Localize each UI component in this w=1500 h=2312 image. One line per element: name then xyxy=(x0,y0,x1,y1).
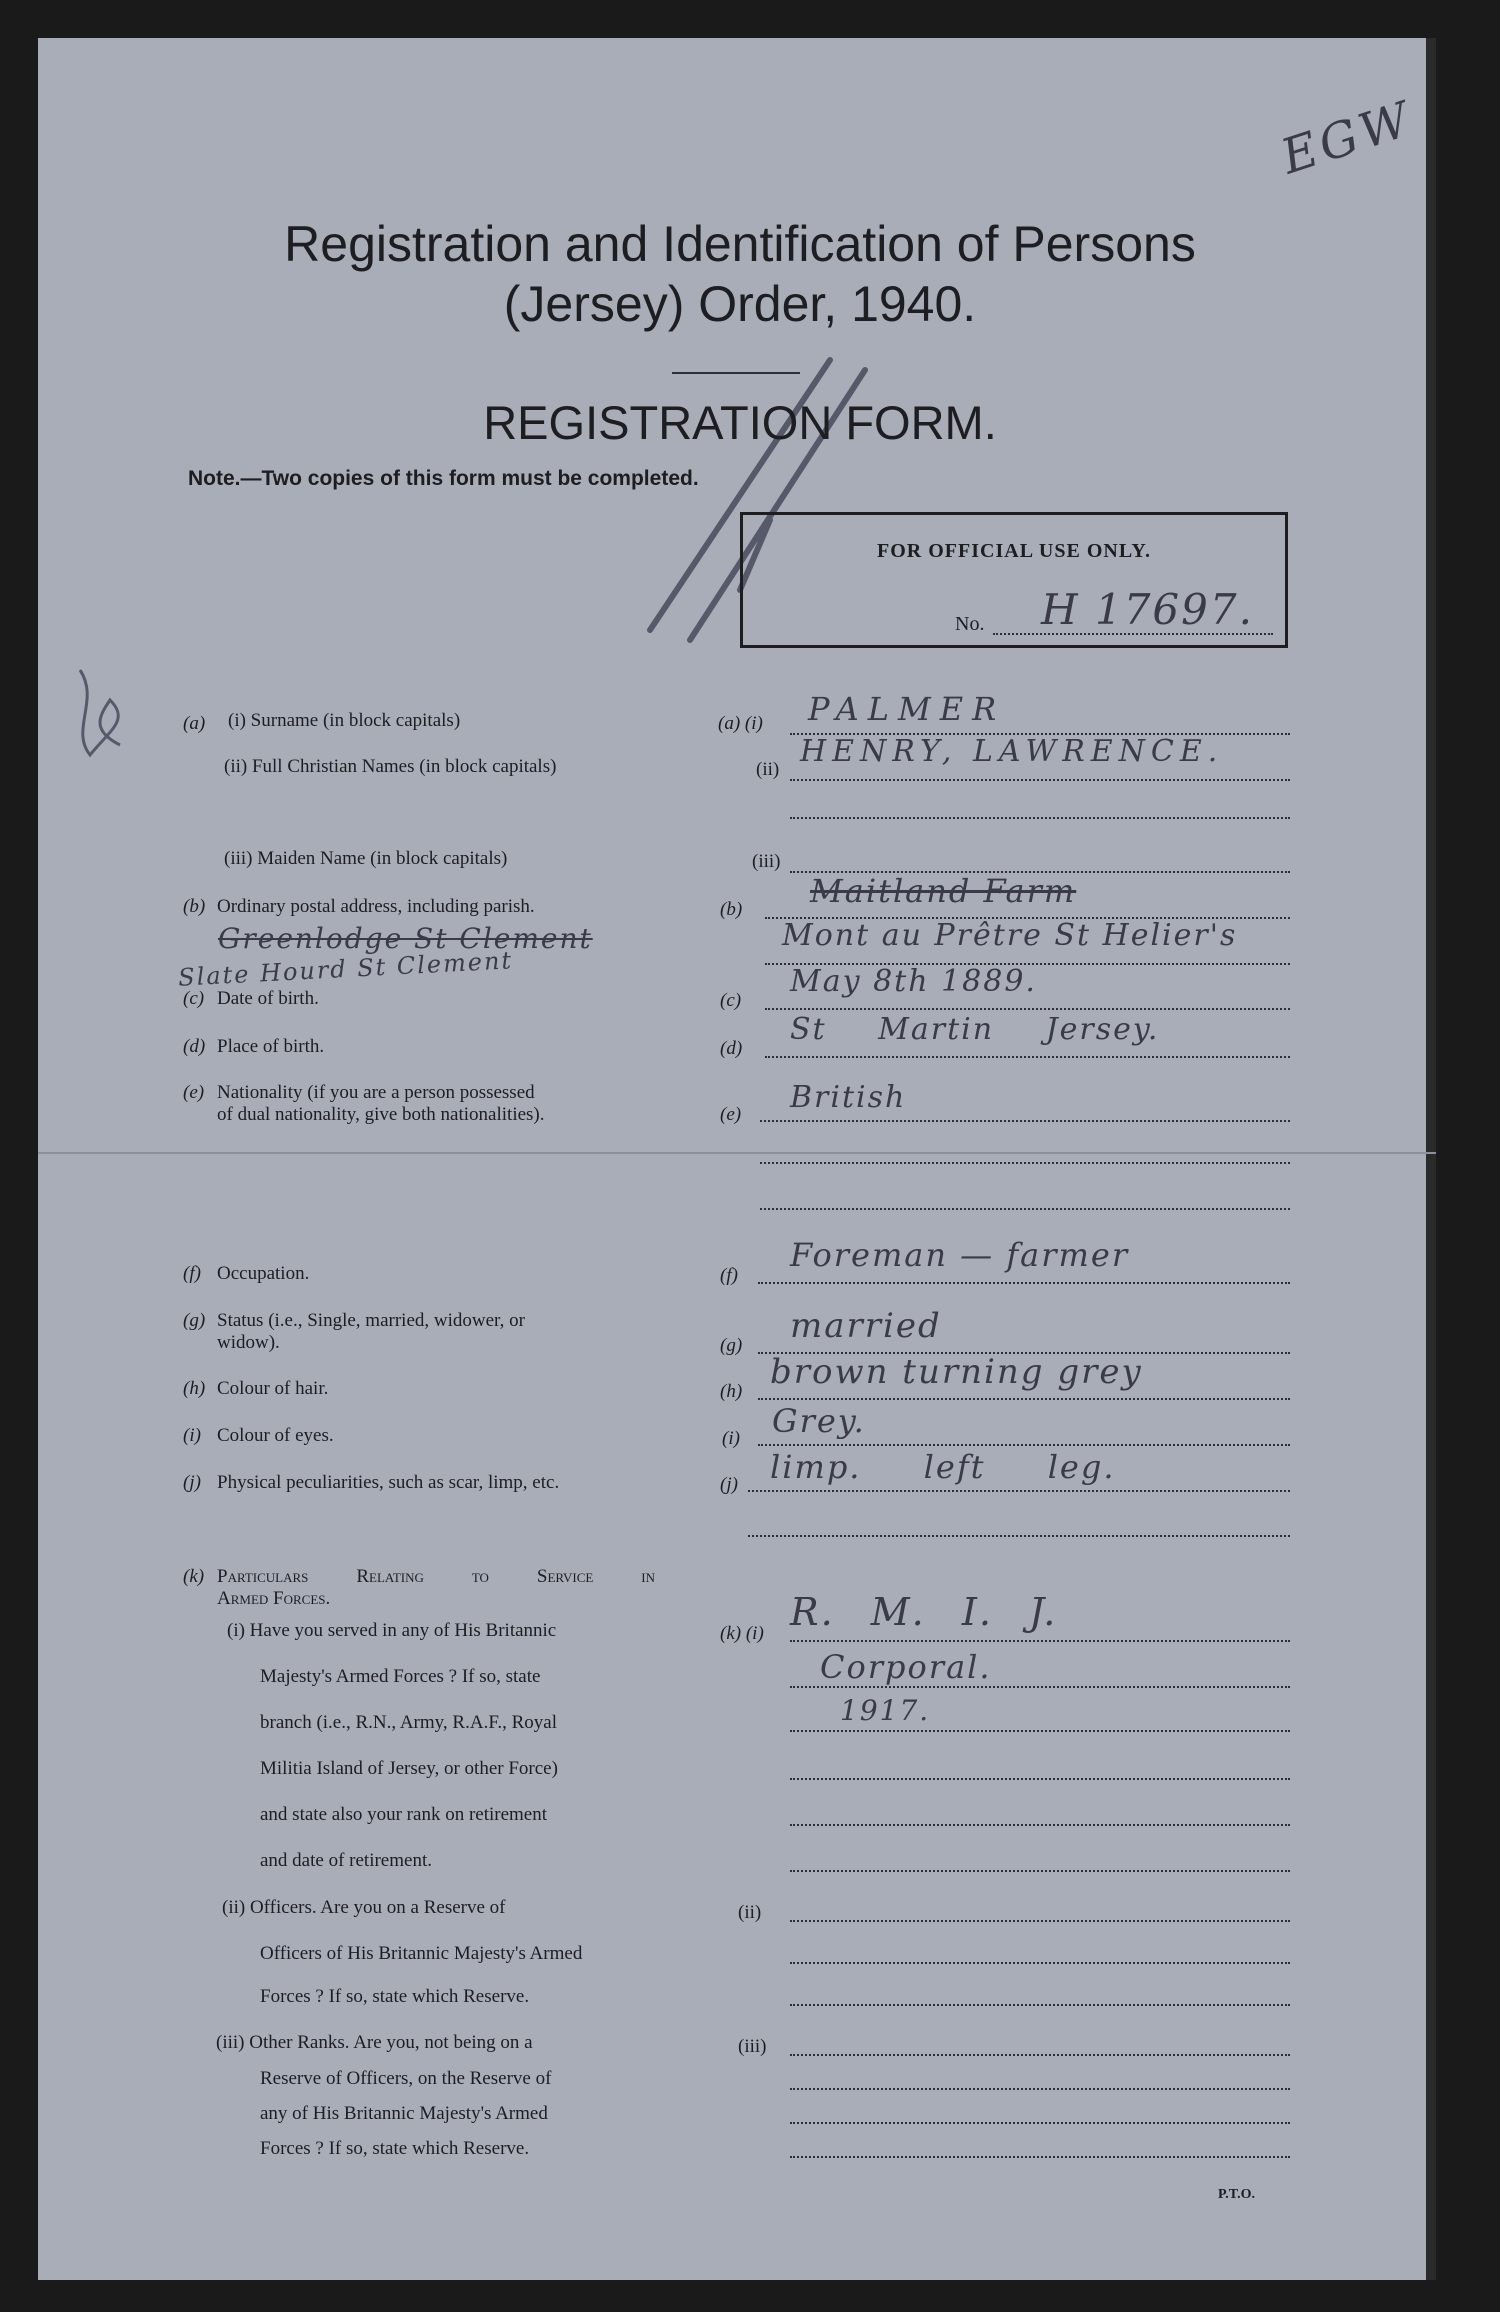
left-address-line-1: Greenlodge St Clement xyxy=(218,922,593,955)
form-title: REGISTRATION FORM. xyxy=(483,396,997,449)
label-j-letter: (j) xyxy=(183,1472,201,1493)
label-k-ii-3: Forces ? If so, state which Reserve. xyxy=(260,1986,530,2007)
line-christian-names-1 xyxy=(790,779,1290,781)
label-b-letter: (b) xyxy=(183,896,206,917)
marker-i: (i) xyxy=(722,1428,740,1449)
label-k-ii-2: Officers of His Britannic Majesty's Armed xyxy=(260,1943,583,1964)
label-status-1: Status (i.e., Single, married, widower, or xyxy=(217,1310,525,1331)
title-rule xyxy=(672,372,800,374)
answer-service-1: R. M. I. J. xyxy=(790,1590,1058,1634)
label-hair: Colour of hair. xyxy=(217,1378,329,1399)
title-line-1: Registration and Identification of Persons xyxy=(284,216,1196,272)
label-occupation: Occupation. xyxy=(217,1263,310,1284)
official-heading: FOR OFFICIAL USE ONLY. xyxy=(877,540,1151,562)
marker-c: (c) xyxy=(720,990,742,1011)
line-nationality-1 xyxy=(760,1120,1290,1122)
line-other-ranks-2 xyxy=(790,2088,1290,2090)
marker-a-i: (a) (i) xyxy=(718,713,763,734)
line-service-6 xyxy=(790,1870,1290,1872)
label-a-letter: (a) xyxy=(183,713,206,734)
marker-a-ii: (ii) xyxy=(756,759,780,780)
corner-annotation: EGW xyxy=(1274,90,1421,186)
line-service-2 xyxy=(790,1686,1290,1688)
line-hair xyxy=(758,1398,1290,1400)
line-other-ranks-1 xyxy=(790,2054,1290,2056)
answer-nationality: British xyxy=(790,1080,907,1115)
left-address-line-2: Slate Hourd St Clement xyxy=(177,946,514,992)
line-other-ranks-4 xyxy=(790,2156,1290,2158)
label-address: Ordinary postal address, including parish. xyxy=(217,896,535,917)
marker-k-i: (k) (i) xyxy=(720,1623,764,1644)
line-service-4 xyxy=(790,1778,1290,1780)
label-e-letter: (e) xyxy=(183,1082,205,1103)
label-k-i-2: Majesty's Armed Forces ? If so, state xyxy=(260,1666,541,1687)
label-k-iii-1: (iii) Other Ranks. Are you, not being on a xyxy=(216,2032,533,2053)
line-nationality-3 xyxy=(760,1208,1290,1210)
marker-k-ii: (ii) xyxy=(738,1902,762,1923)
official-no-label: No. xyxy=(955,613,985,635)
label-h-letter: (h) xyxy=(183,1378,206,1399)
label-k-i-5: and state also your rank on retirement xyxy=(260,1804,548,1825)
line-service-1 xyxy=(790,1640,1290,1642)
line-officers-2 xyxy=(790,1962,1290,1964)
label-k-iii-2: Reserve of Officers, on the Reserve of xyxy=(260,2068,552,2089)
line-officers-3 xyxy=(790,2004,1290,2006)
label-christian-names: (ii) Full Christian Names (in block capitals) xyxy=(224,756,557,777)
line-occupation xyxy=(758,1282,1290,1284)
label-k-ii-1: (ii) Officers. Are you on a Reserve of xyxy=(222,1897,506,1918)
answer-status: married xyxy=(790,1306,942,1346)
official-use-box xyxy=(740,512,1288,648)
marker-k-iii: (iii) xyxy=(738,2036,767,2057)
official-no-value: H 17697. xyxy=(1041,585,1254,634)
label-peculiarities: Physical peculiarities, such as scar, limp, etc. xyxy=(217,1472,560,1493)
marker-j: (j) xyxy=(720,1474,738,1495)
answer-hair: brown turning grey xyxy=(770,1352,1143,1392)
label-i-letter: (i) xyxy=(183,1425,201,1446)
label-nationality-2: of dual nationality, give both nationalities). xyxy=(217,1104,545,1125)
answer-christian-names: HENRY, LAWRENCE. xyxy=(800,734,1224,769)
line-peculiarities-1 xyxy=(748,1490,1290,1492)
label-g-letter: (g) xyxy=(183,1310,206,1331)
answer-dob: May 8th 1889. xyxy=(790,964,1037,999)
label-k-i-3: branch (i.e., R.N., Army, R.A.F., Royal xyxy=(260,1712,557,1733)
label-pob: Place of birth. xyxy=(217,1036,325,1057)
line-service-5 xyxy=(790,1824,1290,1826)
title-line-2: (Jersey) Order, 1940. xyxy=(503,276,977,332)
line-service-3 xyxy=(790,1730,1290,1732)
marker-a-iii: (iii) xyxy=(752,851,781,872)
marker-f: (f) xyxy=(720,1265,738,1286)
label-k-heading-2: Armed Forces. xyxy=(217,1588,331,1609)
label-k-i-4: Militia Island of Jersey, or other Force) xyxy=(260,1758,558,1779)
label-d-letter: (d) xyxy=(183,1036,206,1057)
label-eyes: Colour of eyes. xyxy=(217,1425,334,1446)
line-nationality-2 xyxy=(760,1162,1290,1164)
label-maiden-name: (iii) Maiden Name (in block capitals) xyxy=(224,848,508,869)
answer-address-1: Maitland Farm xyxy=(810,872,1077,910)
marker-h: (h) xyxy=(720,1381,743,1402)
answer-pob: St Martin Jersey. xyxy=(790,1012,1160,1047)
line-dob xyxy=(765,1008,1290,1010)
marker-e: (e) xyxy=(720,1104,742,1125)
label-k-i-1: (i) Have you served in any of His Britannic xyxy=(227,1620,557,1641)
marker-d: (d) xyxy=(720,1038,743,1059)
label-k-i-6: and date of retirement. xyxy=(260,1850,432,1871)
answer-service-2: Corporal. xyxy=(820,1648,992,1686)
margin-mark xyxy=(60,660,150,770)
pto: P.T.O. xyxy=(1218,2187,1255,2202)
label-dob: Date of birth. xyxy=(217,988,319,1009)
line-christian-names-2 xyxy=(790,817,1290,819)
fold-line xyxy=(38,1152,1436,1154)
label-nationality-1: Nationality (if you are a person possessed xyxy=(217,1082,535,1103)
line-officers-1 xyxy=(790,1920,1290,1922)
answer-address-2: Mont au Prêtre St Helier's xyxy=(782,918,1238,953)
marker-g: (g) xyxy=(720,1335,743,1356)
answer-surname: PALMER xyxy=(808,690,1006,728)
answer-occupation: Foreman — farmer xyxy=(790,1236,1130,1274)
label-surname: (i) Surname (in block capitals) xyxy=(228,710,461,731)
line-peculiarities-2 xyxy=(748,1535,1290,1537)
label-status-2: widow). xyxy=(217,1332,280,1353)
answer-peculiarities: limp. left leg. xyxy=(770,1448,1116,1486)
line-eyes xyxy=(758,1444,1290,1446)
answer-eyes: Grey. xyxy=(772,1402,866,1440)
label-k-heading-1: Particulars Relating to Service in xyxy=(217,1566,655,1587)
marker-b: (b) xyxy=(720,899,743,920)
line-pob xyxy=(765,1056,1290,1058)
label-c-letter: (c) xyxy=(183,988,205,1009)
line-other-ranks-3 xyxy=(790,2122,1290,2124)
label-k-iii-3: any of His Britannic Majesty's Armed xyxy=(260,2103,548,2124)
label-k-iii-4: Forces ? If so, state which Reserve. xyxy=(260,2138,530,2159)
label-f-letter: (f) xyxy=(183,1263,201,1284)
note: Note.—Two copies of this form must be completed. xyxy=(188,467,699,490)
label-k-letter: (k) xyxy=(183,1566,205,1587)
answer-service-3: 1917. xyxy=(840,1694,931,1727)
